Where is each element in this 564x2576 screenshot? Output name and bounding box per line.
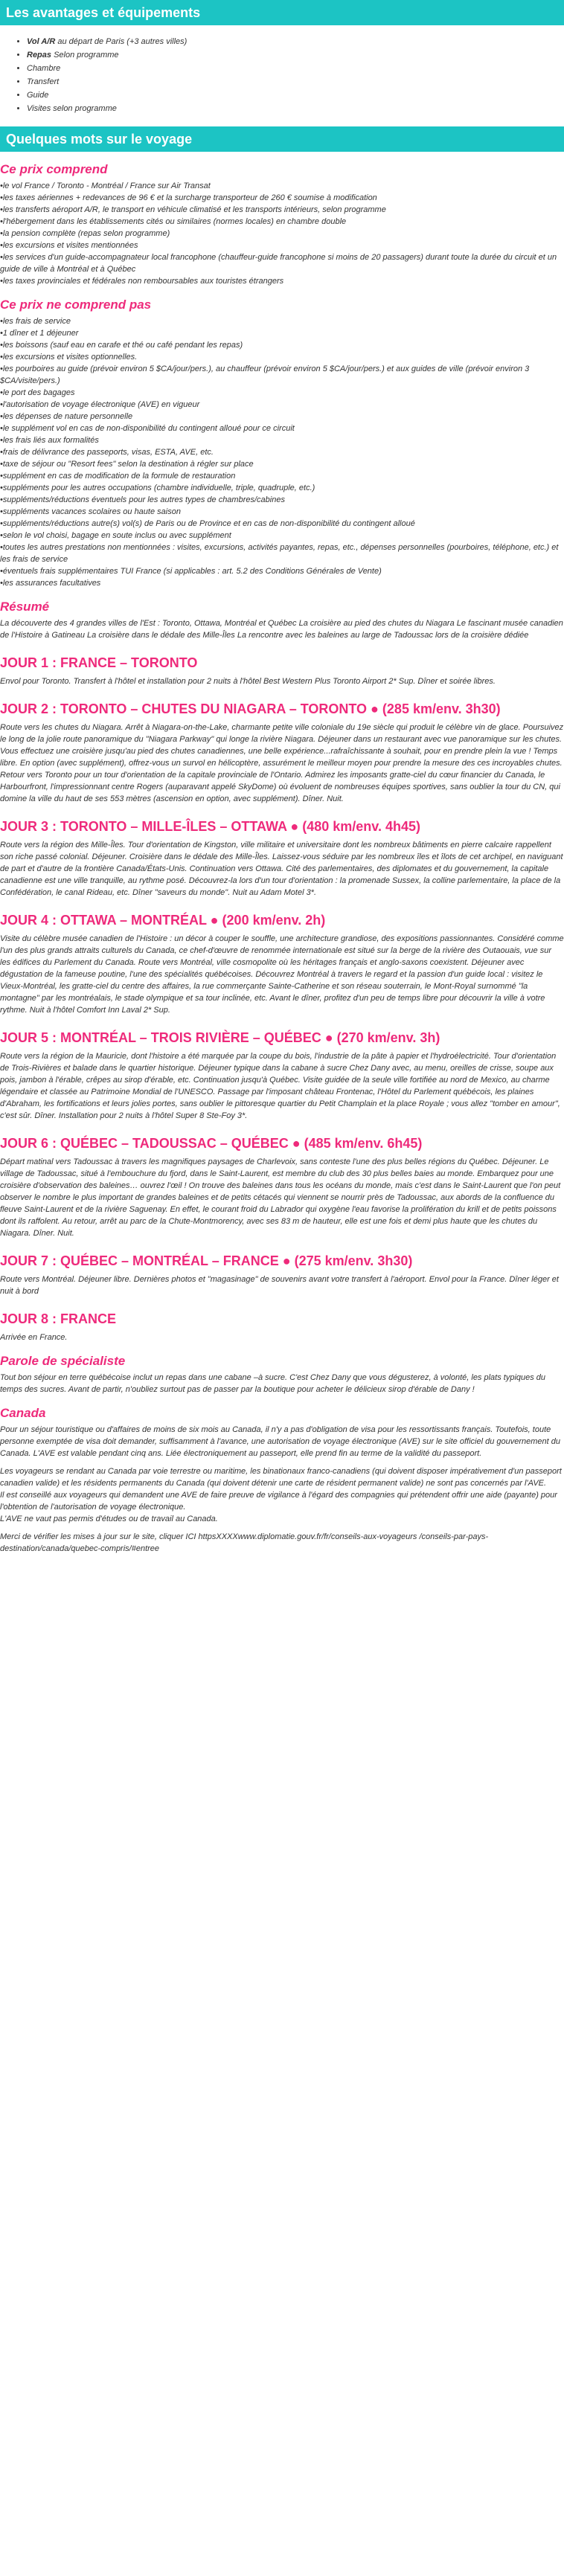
excludes-item: • 1 dîner et 1 déjeuner xyxy=(0,327,564,339)
day-text: Route vers la région de la Mauricie, dont l'histoire a été marquée par la coupe du bois, l'industrie de la pâte à papier et l'hydroélectricité. Tour d'orientation de Trois-Rivières et balade dans le quartier historique. Déjeuner typique dans la cabane à sucre Chez Dany avec, au menu, oreilles de crisse, soupe aux pois, jambon à l'érable, crêpes au sirop d'érable, etc. Continuation jusqu'à Québec. Visite guidée de la seule ville fortifiée au nord de Mexico, au charme légendaire et classée au Patrimoine Mondial de l'UNESCO. Passage par l'imposant château Frontenac, l'Hôtel du Parlement québécois, les plaines d'Abraham, les fortifications et leurs jolies portes, sans oublier le pittoresque quartier du Petit Champlain et la place Royale ; vous allez "tomber en amour", c'est sûr. Dîner. Installation pour 2 nuits à l'hôtel Super 8 Ste-Foy 3*. xyxy=(0,1052,560,1120)
advantage-item: • Guide xyxy=(27,89,564,101)
canada-link-paragraph[interactable]: Merci de vérifier les mises à jour sur le site, cliquer ICI httpsXXXXwww.diplomatie.gouv.fr/fr/conseils-aux-voyageurs /conseils-par-pays-destination/canada/quebec-compris/#entree xyxy=(0,1532,489,1553)
day-text: Envol pour Toronto. Transfert à l'hôtel et installation pour 2 nuits à l'hôtel Best Western Plus Toronto Airport 2* Sup. Dîner et soirée libres. xyxy=(0,677,496,686)
canada-paragraph: Pour un séjour touristique ou d'affaires de moins de six mois au Canada, il n'y a pas d'obligation de visa pour les ressortissants français. Toutefois, toute personne exemptée de visa doit demander, suffisamment à l'avance, une autorisation de voyage électronique (AVE) sur le site officiel du gouvernement du Canada. L'AVE est valable pendant cinq ans. Liée électroniquement au passeport, elle prend fin au terme de la validité du passeport. xyxy=(0,1425,560,1458)
day-text: Route vers Montréal. Déjeuner libre. Dernières photos et "magasinage" de souvenirs avant votre transfert à l'aéroport. Envol pour la France. Dîner léger et nuit à bord xyxy=(0,1275,559,1296)
includes-list xyxy=(0,180,564,287)
includes-item: • les excursions et visites mentionnées xyxy=(0,240,564,251)
advantage-item: • Chambre xyxy=(27,62,564,74)
excludes-item: • les boissons (sauf eau en carafe et thé ou café pendant les repas) xyxy=(0,339,564,351)
excludes-item: • suppléments/réductions autre(s) vol(s) de Paris ou de Province et en cas de non-disponibilité du contingent alloué xyxy=(0,518,564,530)
excludes-item: • le port des bagages xyxy=(0,387,564,399)
excludes-item: • les assurances facultatives xyxy=(0,577,564,589)
excludes-item: • les pourboires au guide (prévoir environ 5 $CA/jour/pers.), au chauffeur (prévoir environ 5 $CA/jour/pers.) et aux guides de ville (prévoir environ 3 $CA/visite/pers.) xyxy=(0,363,564,387)
excludes-item: • le supplément vol en cas de non-disponibilité du contingent alloué pour ce circuit xyxy=(0,423,564,434)
excludes-item: • éventuels frais supplémentaires TUI France (si applicables : art. 5.2 des Conditions Générales de Vente) xyxy=(0,565,564,577)
canada-heading: Canada xyxy=(0,1406,46,1420)
excludes-item: • les excursions et visites optionnelles. xyxy=(0,351,564,363)
itinerary xyxy=(0,655,564,1343)
advantages-list xyxy=(27,36,564,115)
content xyxy=(0,164,564,1570)
includes-heading: Ce prix comprend xyxy=(0,162,108,176)
canada-paragraph: Les voyageurs se rendant au Canada par voie terrestre ou maritime, les binationaux franco-canadiens (qui doivent disposer impérativement d'un passeport canadien valide) et les résidents permanents du Canada (qui doivent détenir une carte de résident permanent valide) ne sont pas concernés par l'AVE. Il est conseillé aux voyageurs qui demandent une AVE de faire preuve de vigilance à l'égard des compagnies qui prétendent offrir une aide (payante) pour l'obtention de l'autorisation de voyage électronique. L'AVE ne vaut pas permis d'études ou de travail au Canada. xyxy=(0,1467,562,1523)
excludes-item: • les dépenses de nature personnelle xyxy=(0,411,564,423)
includes-item: • les taxes aériennes + redevances de 96 € et la surcharge transporteur de 260 € soumise à modification xyxy=(0,192,564,204)
specialist-heading: Parole de spécialiste xyxy=(0,1354,126,1368)
advantage-item: • Visites selon programme xyxy=(27,103,564,115)
excludes-item: • frais de délivrance des passeports, visas, ESTA, AVE, etc. xyxy=(0,446,564,458)
specialist-text: Tout bon séjour en terre québécoise inclut un repas dans une cabane –à sucre. C'est Chez Dany que vous dégusterez, à volonté, les plats typiques du temps des sucres. Avant de partir, n'oubliez surtout pas de passer par la boutique pour acheter le délicieux sirop d'érable de Dany ! xyxy=(0,1373,546,1394)
day-text: Départ matinal vers Tadoussac à travers les magnifiques paysages de Charlevoix, sans conteste l'une des plus belles régions du Québec. Déjeuner. Le village de Tadoussac, situé à l'embouchure du fjord, dans le Saint-Laurent, est membre du club des 30 plus belles baies au monde. Embarquez pour une croisière d'observation des baleines… ouvrez l'œil ! On trouve des baleines dans tous les océans du monde, mais c'est dans le Saint-Laurent que l'on peut observer le nombre le plus important de grandes baleines et de petits cétacés qui viennent se nourrir près de Tadoussac, aux abords de la confluence du fleuve Saint-Laurent et de la rivière Saguenay. En effet, le courant froid du Labrador qui oxygène l'eau favorise la prolifération du krill et de petits poissons dont ils raffolent. Au retour, arrêt au parc de la Chute-Montmorency, avec ses 83 m de hauteur, elle est une fois et demi plus haute que les chutes du Niagara. Dîner. Nuit. xyxy=(0,1157,561,1238)
excludes-item: • l'autorisation de voyage électronique (AVE) en vigueur xyxy=(0,399,564,411)
excludes-item: • les frais de service xyxy=(0,315,564,327)
includes-item: • les taxes provinciales et fédérales non remboursables aux touristes étrangers xyxy=(0,275,564,287)
excludes-item: • suppléments vacances scolaires ou haute saison xyxy=(0,506,564,518)
excludes-item: • les frais liés aux formalités xyxy=(0,434,564,446)
excludes-item: • selon le vol choisi, bagage en soute inclus ou avec supplément xyxy=(0,530,564,542)
includes-item: • les services d'un guide-accompagnateur local francophone (chauffeur-guide francophone si moins de 20 passagers) durant toute la durée du circuit et un guide de ville à Montréal et à Québec xyxy=(0,251,564,275)
excludes-item: • supplément en cas de modification de la formule de restauration xyxy=(0,470,564,482)
day-title: JOUR 5 : MONTRÉAL – TROIS RIVIÈRE – QUÉBEC ● (270 km/env. 3h) xyxy=(0,1030,440,1045)
excludes-heading: Ce prix ne comprend pas xyxy=(0,298,152,312)
day-text: Arrivée en France. xyxy=(0,1333,68,1342)
day-title: JOUR 4 : OTTAWA – MONTRÉAL ● (200 km/env. 2h) xyxy=(0,913,326,928)
includes-item: • la pension complète (repas selon programme) xyxy=(0,228,564,240)
includes-item: • l'hébergement dans les établissements cités ou similaires (normes locales) en chambre double xyxy=(0,216,564,228)
day-text: Visite du célèbre musée canadien de l'Histoire : un décor à couper le souffle, une architecture grandiose, des expositions passionnantes. Considéré comme l'un des plus grands attraits culturels du Canada, ce chef-d'œuvre de renommée internationale est situé sur la berge de la rivière des Outaouais, vue sur les édifices du Parlement du Canada. Route vers Montréal, ville cosmopolite où les héritages français et anglo-saxons coexistent. Déjeuner avec dégustation de la fameuse poutine, l'une des spécialités québécoises. Découvrez Montréal à travers le regard et la passion d'un guide local : visitez le Vieux-Montréal, les gratte-ciel du centre des affaires, la rue commerçante Sainte-Catherine et son réseau souterrain, le Mont-Royal surnommé "la montagne" par les montréalais, le stade olympique et sa tour inclinée, etc. Avant le dîner, profitez d'un peu de temps libre pour découvrir la ville à votre rythme. Nuit à l'hôtel Comfort Inn Laval 2* Sup. xyxy=(0,934,564,1015)
day-title: JOUR 2 : TORONTO – CHUTES DU NIAGARA – TORONTO ● (285 km/env. 3h30) xyxy=(0,701,501,716)
day-title: JOUR 3 : TORONTO – MILLE-ÎLES – OTTAWA ● (480 km/env. 4h45) xyxy=(0,819,420,834)
advantage-item: • Vol A/R au départ de Paris (+3 autres villes) xyxy=(27,36,564,48)
words-banner: Quelques mots sur le voyage xyxy=(0,126,564,152)
excludes-item: • taxe de séjour ou "Resort fees" selon la destination à régler sur place xyxy=(0,458,564,470)
day-title: JOUR 7 : QUÉBEC – MONTRÉAL – FRANCE ● (275 km/env. 3h30) xyxy=(0,1253,413,1268)
excludes-item: • suppléments/réductions éventuels pour les autres types de chambres/cabines xyxy=(0,494,564,506)
day-title: JOUR 1 : FRANCE – TORONTO xyxy=(0,655,198,670)
summary-text: La découverte des 4 grandes villes de l'Est : Toronto, Ottawa, Montréal et Québec La croisière au pied des chutes du Niagara Le fascinant musée canadien de l'Histoire à Gatineau La croisière dans le dédale des Mille-Îles La rencontre avec les baleines au large de Tadoussac lors de la croisière dédiée xyxy=(0,619,563,640)
day-title: JOUR 8 : FRANCE xyxy=(0,1311,117,1326)
includes-item: • les transferts aéroport A/R, le transport en véhicule climatisé et les transports intérieurs, selon programme xyxy=(0,204,564,216)
includes-item: • le vol France / Toronto - Montréal / France sur Air Transat xyxy=(0,180,564,192)
summary-heading: Résumé xyxy=(0,600,50,614)
excludes-item: • toutes les autres prestations non mentionnées : visites, excursions, activités payantes, repas, etc., dépenses personnelles (pourboires, téléphone, etc.) et les frais de service xyxy=(0,542,564,565)
advantage-item: • Repas Selon programme xyxy=(27,49,564,61)
day-title: JOUR 6 : QUÉBEC – TADOUSSAC – QUÉBEC ● (485 km/env. 6h45) xyxy=(0,1136,423,1151)
day-text: Route vers la région des Mille-Îles. Tour d'orientation de Kingston, ville militaire et universitaire dont les nombreux bâtiments en pierre calcaire rappellent son riche passé colonial. Déjeuner. Croisière dans le dédale des Mille-Îles. Laissez-vous séduire par les nombreux îles et îlots de cet archipel, en naviguant de part et d'autre de la frontière Canada/États-Unis. Continuation vers Ottawa. Cité des parlementaires, des diplomates et du gouvernement, la capitale canadienne est une ville tranquille, au rythme posé. Découvrez-la lors d'un tour d'orientation : la promenade Sussex, la colline parlementaire, la place de la Confédération, le canal Rideau, etc. Dîner "saveurs du monde". Nuit au Adam Motel 3*. xyxy=(0,841,563,897)
excludes-item: • suppléments pour les autres occupations (chambre individuelle, triple, quadruple, etc.) xyxy=(0,482,564,494)
day-text: Route vers les chutes du Niagara. Arrêt à Niagara-on-the-Lake, charmante petite ville coloniale du 19e siècle qui produit le célèbre vin de glace. Poursuivez le long de la jolie route panoramique du "Niagara Parkway" qui longe la rivière Niagara. Déjeuner dans un restaurant avec vue panoramique sur les chutes. Vous effectuez une croisière jusqu'au pied des chutes canadiennes, une belle expérience...rafraîchissante à souhait, pour en prendre plein la vue ! Temps libre. En option (avec supplément), offrez-vous un survol en hélicoptère, assurément le meilleur moyen pour prendre la mesure des ces incroyables chutes. Retour vers Toronto pour un tour d'orientation de la capitale provinciale de l'Ontario. Admirez les imposants gratte-ciel du cœur financier du Canada, le Harbourfront, l'impressionnant centre Rogers (auparavant appelé SkyDome) où évoluent de nombreuses équipes sportives, sans oublier la tour du CN, qui domine la ville du haut de ses 553 mètres (ascension en option, avec supplément). Dîner. Nuit. xyxy=(0,723,564,803)
excludes-list xyxy=(0,315,564,589)
advantages-banner: Les avantages et équipements xyxy=(0,0,564,25)
advantage-item: • Transfert xyxy=(27,76,564,88)
